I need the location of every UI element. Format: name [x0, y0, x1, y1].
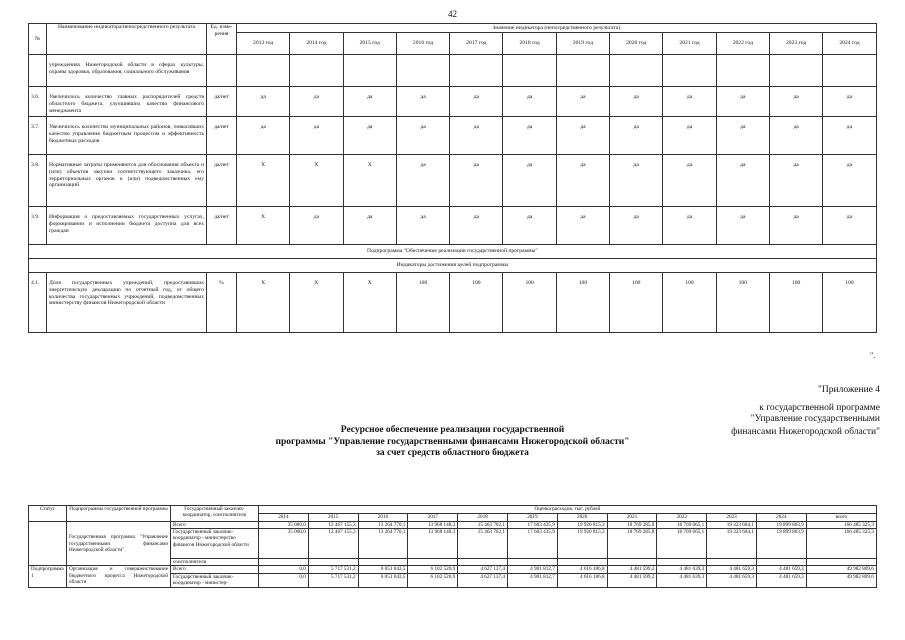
year-header: 2020	[557, 514, 607, 522]
amount-cell	[308, 559, 358, 566]
row-value: да	[450, 207, 503, 245]
amount-cell: 19 920 815,3	[557, 522, 607, 529]
year-header: 2013 год	[237, 33, 290, 55]
document-title	[0, 425, 905, 460]
title-line-2: программы "Управление государственными финансами Нижегородской области"	[275, 436, 630, 447]
year-header: 2015 год	[343, 33, 396, 55]
row-value: да	[823, 87, 876, 117]
title-line-3: за счет средств областного бюджета	[376, 448, 529, 458]
year-header: 2016 год	[396, 33, 449, 55]
row-value: да	[343, 117, 396, 155]
year-header: 2017 год	[450, 33, 503, 55]
row-unit	[207, 55, 237, 87]
row-value: да	[503, 87, 556, 117]
row-value: X	[343, 155, 396, 207]
row-value: да	[823, 155, 876, 207]
subprogram-section: Подпрограмма "Обеспечение реализации государственной программы"	[29, 245, 877, 259]
amount-cell: 13 968 148,3	[408, 529, 458, 559]
row-unit: %	[207, 273, 237, 333]
row-value	[663, 55, 716, 87]
row-value: X	[237, 273, 290, 333]
row-value: да	[503, 155, 556, 207]
row-value: да	[769, 207, 822, 245]
row-value	[450, 55, 503, 87]
row-value: X	[343, 273, 396, 333]
year-header: 2014	[259, 514, 309, 522]
row-value: да	[450, 87, 503, 117]
row-value: да	[396, 117, 449, 155]
year-header: 2019 год	[556, 33, 609, 55]
header-status: Статус	[29, 506, 67, 522]
header-estimate: Оценка расходов, тыс. рублей	[259, 506, 877, 514]
row-number: 3.9.	[29, 207, 47, 245]
year-header: 2022 год	[716, 33, 769, 55]
title-line-1: Ресурсное обеспечение реализации государственной	[340, 425, 565, 435]
year-header: 2019	[507, 514, 557, 522]
row-value: да	[610, 155, 663, 207]
row-value: да	[610, 117, 663, 155]
row-value	[237, 55, 290, 87]
row-value: да	[290, 117, 343, 155]
row-value: да	[343, 207, 396, 245]
amount-cell: 4 481 659,3	[756, 566, 806, 573]
table-row	[29, 273, 877, 333]
row-name: Увеличилось количество муниципальных районов, повысивших качество управления бюджетным процессом и эффективность бюджетных расходов	[47, 117, 207, 155]
amount-cell: 6 051 043,5	[358, 566, 408, 573]
amount-cell	[806, 559, 876, 566]
amount-cell: 4 481 659,3	[707, 566, 757, 573]
amount-cell: 4 627 137,4	[458, 566, 508, 573]
amount-cell	[557, 559, 607, 566]
row-value: да	[503, 117, 556, 155]
row-number: 3.7.	[29, 117, 47, 155]
amount-cell: 12 467 155,3	[308, 522, 358, 529]
row-value: да	[663, 87, 716, 117]
row-name: учреждениях Нижегородской области в сферах культуры, охраны здоровья, образования, социального обслуживания	[47, 55, 207, 87]
appendix-line-2: к государственной программе	[759, 403, 880, 413]
amount-cell: 13 968 148,3	[408, 522, 458, 529]
row-number: 3.6.	[29, 87, 47, 117]
row-value: да	[556, 207, 609, 245]
table-row	[29, 117, 877, 155]
row-value: да	[716, 87, 769, 117]
year-header: 2021	[607, 514, 657, 522]
amount-cell: 5 717 531,2	[308, 566, 358, 573]
row-name: Нормативные затраты применяются для обоснования объекта и (или) объектов закупки соответствующего заказчика, его территориальных органов и (или) подведомственных ему организаций	[47, 155, 207, 207]
amount-cell: 5 717 531,2	[308, 573, 358, 587]
closing-quote: ".	[870, 351, 876, 360]
year-header: 2024 год	[823, 33, 876, 55]
row-value: да	[343, 87, 396, 117]
customer-cell: Государственный заказчик-координатор - министер-	[171, 573, 259, 587]
row-value: да	[663, 207, 716, 245]
year-header: 2018	[458, 514, 508, 522]
table-row	[29, 566, 877, 573]
amount-cell: 18 769 665,1	[657, 529, 707, 559]
year-header: 2024	[756, 514, 806, 522]
amount-cell	[507, 559, 557, 566]
table-row	[29, 87, 877, 117]
row-value: да	[716, 155, 769, 207]
row-value: да	[290, 87, 343, 117]
row-value: 100	[663, 273, 716, 333]
header-values: Значение индикатора (непосредственного результата)	[237, 24, 877, 33]
row-value: 100	[716, 273, 769, 333]
row-value: да	[290, 207, 343, 245]
row-value	[290, 55, 343, 87]
row-value	[823, 55, 876, 87]
amount-cell: 166 485 325,3	[806, 522, 876, 529]
year-header: 2020 год	[610, 33, 663, 55]
row-value: 100	[450, 273, 503, 333]
amount-cell: 6 102 520,9	[408, 573, 458, 587]
row-value	[610, 55, 663, 87]
amount-cell	[707, 559, 757, 566]
year-header: всего	[806, 514, 876, 522]
amount-cell: 18 769 665,1	[657, 522, 707, 529]
row-value: 100	[556, 273, 609, 333]
amount-cell: 13 264 770,1	[358, 522, 408, 529]
row-value: да	[237, 87, 290, 117]
amount-cell: 4 481 659,3	[707, 573, 757, 587]
gp-status-cell	[29, 522, 67, 566]
row-value: да	[450, 117, 503, 155]
indicators-table	[28, 23, 877, 333]
gp-name: Государственная программа "Управление государственными финансами Нижегородской области"	[67, 522, 171, 566]
amount-cell: 4 901 812,7	[507, 566, 557, 573]
row-value: да	[716, 117, 769, 155]
amount-cell: 35 000,0	[259, 522, 309, 529]
row-value: X	[290, 155, 343, 207]
amount-cell: 4 481 599,2	[607, 566, 657, 573]
row-unit: да/нет	[207, 117, 237, 155]
amount-cell: 17 603 435,9	[507, 529, 557, 559]
amount-cell	[657, 559, 707, 566]
row-value: да	[450, 155, 503, 207]
row-value: 100	[823, 273, 876, 333]
amount-cell	[756, 559, 806, 566]
amount-cell: 18 769 285,8	[607, 529, 657, 559]
amount-cell	[458, 559, 508, 566]
row-value: 100	[769, 273, 822, 333]
row-value: 100	[610, 273, 663, 333]
row-value: да	[769, 155, 822, 207]
row-number: 3.8.	[29, 155, 47, 207]
row-value	[769, 55, 822, 87]
row-value	[716, 55, 769, 87]
section-row	[29, 245, 877, 259]
amount-cell: 49 982 809,6	[806, 566, 876, 573]
appendix-line-1: "Приложение 4	[818, 385, 880, 395]
row-value: X	[290, 273, 343, 333]
customer-cell: Всего	[171, 522, 259, 529]
table-row	[29, 55, 877, 87]
resources-table	[28, 505, 877, 588]
row-value	[503, 55, 556, 87]
row-value: да	[610, 87, 663, 117]
row-value: да	[503, 207, 556, 245]
amount-cell: 0,0	[259, 573, 309, 587]
row-value: да	[663, 155, 716, 207]
amount-cell	[408, 559, 458, 566]
year-header: 2023	[707, 514, 757, 522]
amount-cell: 17 603 435,9	[507, 522, 557, 529]
row-unit: да/нет	[207, 155, 237, 207]
p1-name: Организация и совершенствование бюджетного процесса Нижегородской области	[67, 566, 171, 587]
amount-cell: 18 769 285,8	[607, 522, 657, 529]
amount-cell: 4 616 186,8	[557, 573, 607, 587]
year-header: 2016	[358, 514, 408, 522]
year-header: 2018 год	[503, 33, 556, 55]
row-value: да	[396, 87, 449, 117]
row-value: 100	[396, 273, 449, 333]
amount-cell: 6 102 520,9	[408, 566, 458, 573]
row-number: 4.1.	[29, 273, 47, 333]
row-value: да	[769, 117, 822, 155]
header-subprogram: Подпрограммы государственной программы	[67, 506, 171, 522]
header-name: Наименование индикатора/непосредственного результата	[47, 24, 207, 55]
row-value: да	[556, 87, 609, 117]
row-value: да	[823, 117, 876, 155]
amount-cell: 166 485 325,3	[806, 529, 876, 559]
row-value	[343, 55, 396, 87]
amount-cell: 4 481 599,2	[607, 573, 657, 587]
year-header: 2015	[308, 514, 358, 522]
amount-cell: 49 982 809,6	[806, 573, 876, 587]
header-no: №	[29, 24, 47, 55]
row-value: 100	[503, 273, 556, 333]
p1-status: Подпрограмма 1	[29, 566, 67, 587]
row-value: да	[769, 87, 822, 117]
row-number	[29, 55, 47, 87]
amount-cell: 4 481 639,3	[657, 573, 707, 587]
indicators-section: Индикаторы достижения целей подпрограммы	[29, 259, 877, 273]
row-value: да	[556, 155, 609, 207]
year-header: 2022	[657, 514, 707, 522]
page-number: 42	[448, 9, 457, 19]
year-header: 2014 год	[290, 33, 343, 55]
amount-cell: 4 627 137,4	[458, 573, 508, 587]
customer-cell: Всего	[171, 566, 259, 573]
amount-cell: 19 323 684,1	[707, 522, 757, 529]
amount-cell: 4 901 812,7	[507, 573, 557, 587]
row-value: X	[237, 207, 290, 245]
amount-cell: 19 323 684,1	[707, 529, 757, 559]
table-row	[29, 522, 877, 529]
amount-cell: 15 463 702,1	[458, 529, 508, 559]
amount-cell: 6 051 043,5	[358, 573, 408, 587]
amount-cell: 4 481 659,3	[756, 573, 806, 587]
amount-cell: 0,0	[259, 566, 309, 573]
table-row	[29, 155, 877, 207]
row-name: Увеличилось количество главных распорядителей средств областного бюджета, улучшивших качество финансового менеджмента	[47, 87, 207, 117]
row-name: Информация о предоставляемых государственных услугах, формировании и исполнении бюджета доступна для всех граждан	[47, 207, 207, 245]
row-value: да	[396, 155, 449, 207]
amount-cell: 15 463 702,1	[458, 522, 508, 529]
amount-cell: 4 616 186,8	[557, 566, 607, 573]
year-header: 2017	[408, 514, 458, 522]
header-customer: Государственный заказчик-координатор, соисполнители	[171, 506, 259, 522]
amount-cell: 19 920 815,3	[557, 529, 607, 559]
amount-cell	[358, 559, 408, 566]
row-name: Доля государственных учреждений, предоставивших энергетическую декларацию по отчетный год, от общего количества государственных учреждений, подведомственных министерству финансов Нижегородской области	[47, 273, 207, 333]
year-header: 2023 год	[769, 33, 822, 55]
amount-cell	[259, 559, 309, 566]
amount-cell: 35 000,0	[259, 529, 309, 559]
row-value: да	[396, 207, 449, 245]
row-value	[556, 55, 609, 87]
row-value: да	[663, 117, 716, 155]
row-unit: да/нет	[207, 87, 237, 117]
row-value: X	[237, 155, 290, 207]
row-value: да	[237, 117, 290, 155]
year-header: 2021 год	[663, 33, 716, 55]
customer-cell: соисполнители	[171, 559, 259, 566]
row-value: да	[556, 117, 609, 155]
amount-cell: 4 481 639,3	[657, 566, 707, 573]
amount-cell: 19 899 863,9	[756, 529, 806, 559]
row-value: да	[610, 207, 663, 245]
customer-cell: Государственный заказчик-координатор - министерство финансов Нижегородской области	[171, 529, 259, 559]
row-value	[396, 55, 449, 87]
row-value: да	[716, 207, 769, 245]
amount-cell: 12 467 155,3	[308, 529, 358, 559]
section-row	[29, 259, 877, 273]
amount-cell: 13 264 770,1	[358, 529, 408, 559]
amount-cell: 19 899 863,9	[756, 522, 806, 529]
row-unit: да/нет	[207, 207, 237, 245]
table-row	[29, 207, 877, 245]
amount-cell	[607, 559, 657, 566]
appendix-line-3: "Управление государственными	[750, 414, 880, 424]
row-value: да	[823, 207, 876, 245]
header-unit: Ед. изме-рения	[207, 24, 237, 55]
appendix-line-4: финансами Нижегородской области"	[731, 427, 880, 437]
